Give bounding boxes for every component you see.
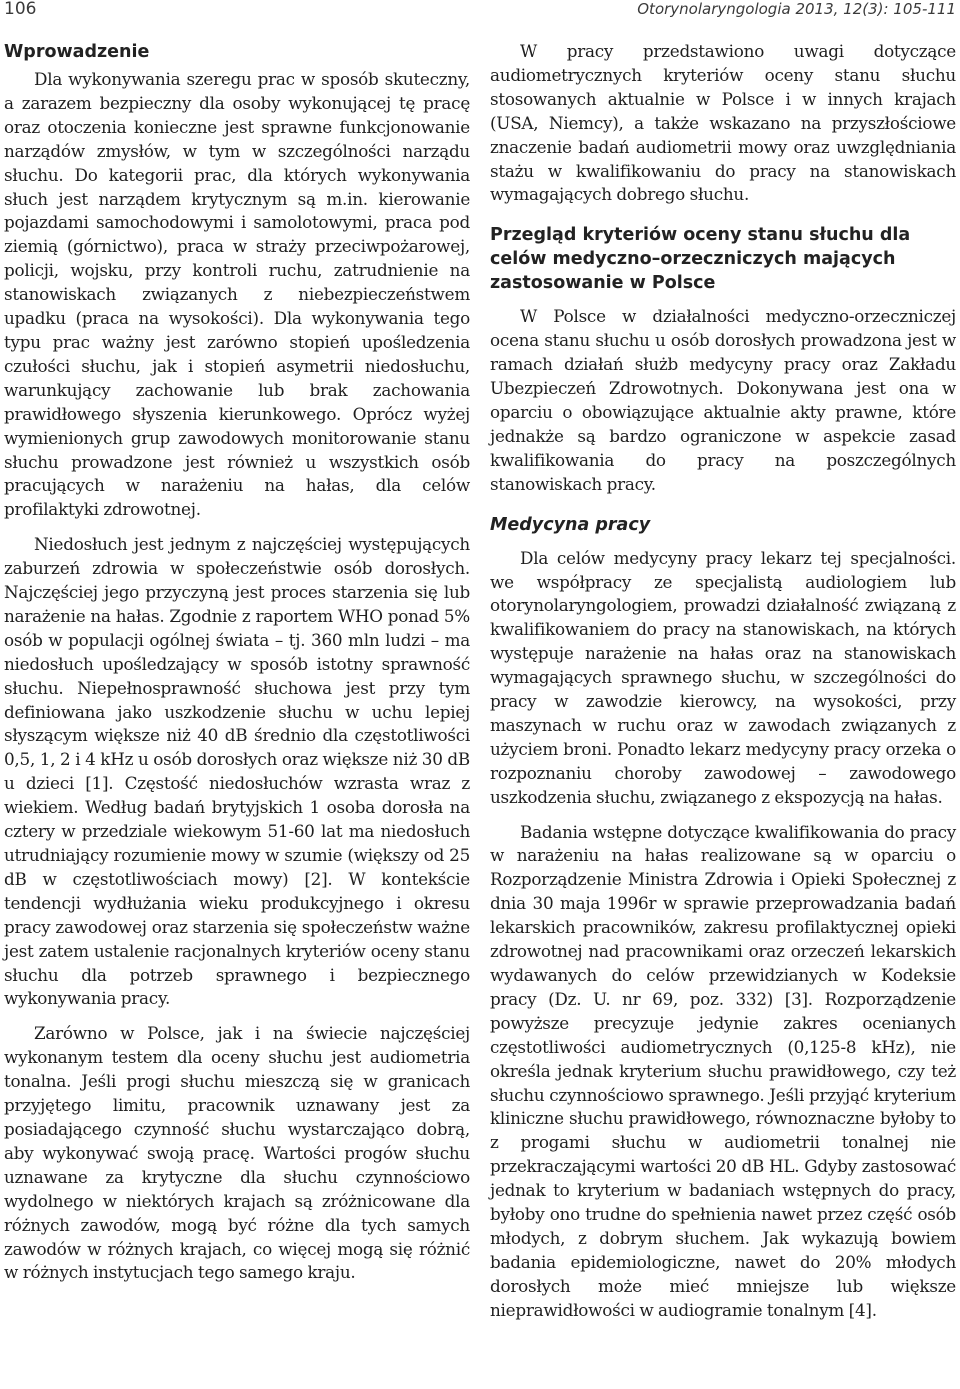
body-paragraph: Dla wykonywania szeregu prac w sposób skuteczny, a zarazem bezpieczny dla osoby wykonującej tę pracę oraz otoczenia konieczne jest sprawne funkcjonowanie narządów zmysłów, w tym w szczególności narządu słuchu. Do kategorii prac, dla których wykonywania słuch jest narządem krytycznym są m.in. kierowanie pojazdami samochodowymi i samolotowymi, praca pod ziemią (górnictwo), praca w straży przeciwpożarowej, policji, wojsku, przy kontroli ruchu, zatrudnienie na stanowiskach związanych z niebezpieczeństwem upadku (praca na wysokości). Dla wykonywania tego typu prac ważny jest zarówno stopień upośledzenia czułości słuchu, jak i stopień asymetrii niedosłuchu, warunkujący zachowanie lub brak zachowania prawidłowego słyszenia kierunkowego. Oprócz wyżej wymienionych grup zawodowych monitorowanie stanu słuchu prowadzone jest również u wszystkich osób pracujących w narażeniu na hałas, dla celów profilaktyki zdrowotnej. — [4, 69, 470, 520]
body-paragraph: Badania wstępne dotyczące kwalifikowania do pracy w narażeniu na hałas realizowane są w oparciu o Rozporządzenie Ministra Zdrowia i Opieki Społecznej z dnia 30 maja 1996r w sprawie przeprowadzania badań lekarskich pracowników, zakresu profilaktycznej opieki zdrowotnej nad pracownikami oraz orzeczeń lekarskich wydawanych do celów przewidzianych w Kodeksie pracy (Dz. U. nr 69, poz. 332) [3]. Rozporządzenie powyższe precyzuje jedynie zakres ocenianych częstotliwości audiometrycznych (0,125-8 kHz), nie określa jednak kryterium słuchu prawidłowego, czy też słuchu czynnościowo sprawnego. Jeśli przyjąć kryterium kliniczne słuchu prawidłowego, równoznaczne byłoby to z progami słuchu w audiometrii tonalnej nie przekraczającymi wartości 20 dB HL. Gdyby zastosować jednak to kryterium w badaniach wstępnych do pracy, byłoby ono trudne do spełnienia nawet przez część osób młodych, z dobrym słuchem. Jak wykazują bowiem badania epidemiologiczne, nawet do 20% młodych dorosłych może mieć mniejsze lub większe nieprawidłowości w audiogramie tonalnym [4]. — [490, 821, 956, 1320]
left-column — [4, 36, 470, 1296]
body-paragraph: Niedosłuch jest jednym z najczęściej występujących zaburzeń zdrowia w społeczeństwie osób dorosłych. Najczęściej jego przyczyną jest proces starzenia się lub narażenie na hałas. Zgodnie z raportem WHO ponad 5% osób w populacji ogólnej świata – tj. 360 mln ludzi – ma niedosłuch upośledzający w sposób istotny sprawność słuchu. Niepełnosprawność słuchowa jest przy tym definiowana jako uszkodzenie słuchu w uchu lepiej słyszącym większe niż 40 dB średnio dla częstotliwości 0,5, 1, 2 i 4 kHz u osób dorosłych oraz większe niż 30 dB u dzieci [1]. Częstość niedosłuchów wzrasta wraz z wiekiem. Według badań brytyjskich 1 osoba dorosła na cztery w przedziale wiekowym 51-60 lat ma niedosłuch utrudniający rozumienie mowy w szumie (większy od 25 dB w częstotliwościach mowy) [2]. W kontekście tendencji wydłużania wieku produkcyjnego i okresu pracy zawodowej oraz starzenia się społeczeństw ważne jest zatem ustalenie racjonalnych kryteriów oceny stanu słuchu dla potrzeb sprawnego i bezpiecznego wykonywania pracy. — [4, 534, 470, 1009]
page-header — [0, 0, 960, 22]
body-paragraph: W Polsce w działalności medyczno-orzeczniczej ocena stanu słuchu u osób dorosłych prowadzona jest w ramach działań służb medycyny pracy oraz Zakładu Ubezpieczeń Zdrowotnych. Dokonywana jest ona w oparciu o obowiązujące aktualnie akty prawne, które jednakże są bardzo ograniczone w aspekcie zasad kwalifikowania do pracy na poszczególnych stanowiskach pracy. — [490, 306, 956, 494]
body-paragraph: Zarówno w Polsce, jak i na świecie najczęściej wykonanym testem dla oceny słuchu jest audiometria tonalna. Jeśli progi słuchu mieszczą się w granicach przyjętego limitu, pracownik uznawany jest za posiadającego czynność słuchu wystarczająco dobrą, aby wykonywać swoją pracę. Wartości progów słuchu uznawane za krytyczne dla słuchu czynnościowo wydolnego w niektórych krajach są zróżnicowane dla różnych zawodów, mogą być różne dla tych samych zawodów w różnych krajach, co więcej mogą się różnić w różnych instytucjach tego samego kraju. — [4, 1023, 470, 1283]
subsection-heading-occupational-medicine: Medycyna pracy — [490, 514, 651, 535]
body-paragraph: Dla celów medycyny pracy lekarz tej specjalności. we współpracy ze specjalistą audiologiem lub otorynolaryngologiem, prowadzi działalność związaną z kwalifikowaniem do pracy na stanowiskach, na których występuje narażenie na hałas oraz na stanowiskach wymagających sprawnego słuchu, w szczególności do pracy w zawodzie kierowcy, na wysokości, przy maszynach w ruchu oraz w zawodach związanych z użyciem broni. Ponadto lekarz medycyny pracy orzeka o rozpoznaniu choroby zawodowej – zawodowego uszkodzenia słuchu, związanego z ekspozycją na hałas. — [490, 547, 956, 807]
page-number: 106 — [4, 0, 37, 19]
section-heading-introduction: Wprowadzenie — [4, 42, 150, 62]
body-paragraph: W pracy przedstawiono uwagi dotyczące audiometrycznych kryteriów oceny stanu słuchu stosowanych aktualnie w Polsce i w innych krajach (USA, Niemcy), a także wskazano na przyszłościowe znaczenie badań audiometrii mowy oraz uwzględniania stażu w kwalifikowaniu do pracy na stanowiskach wymagających dobrego słuchu. — [490, 41, 956, 205]
right-column — [490, 40, 956, 1334]
section-heading-review: Przegląd kryteriów oceny stanu słuchu dla celów medyczno–orzeczniczych mających zastosowanie w Polsce — [490, 225, 911, 294]
journal-citation: Otorynolaryngologia 2013, 12(3): 105-111 — [637, 0, 956, 18]
